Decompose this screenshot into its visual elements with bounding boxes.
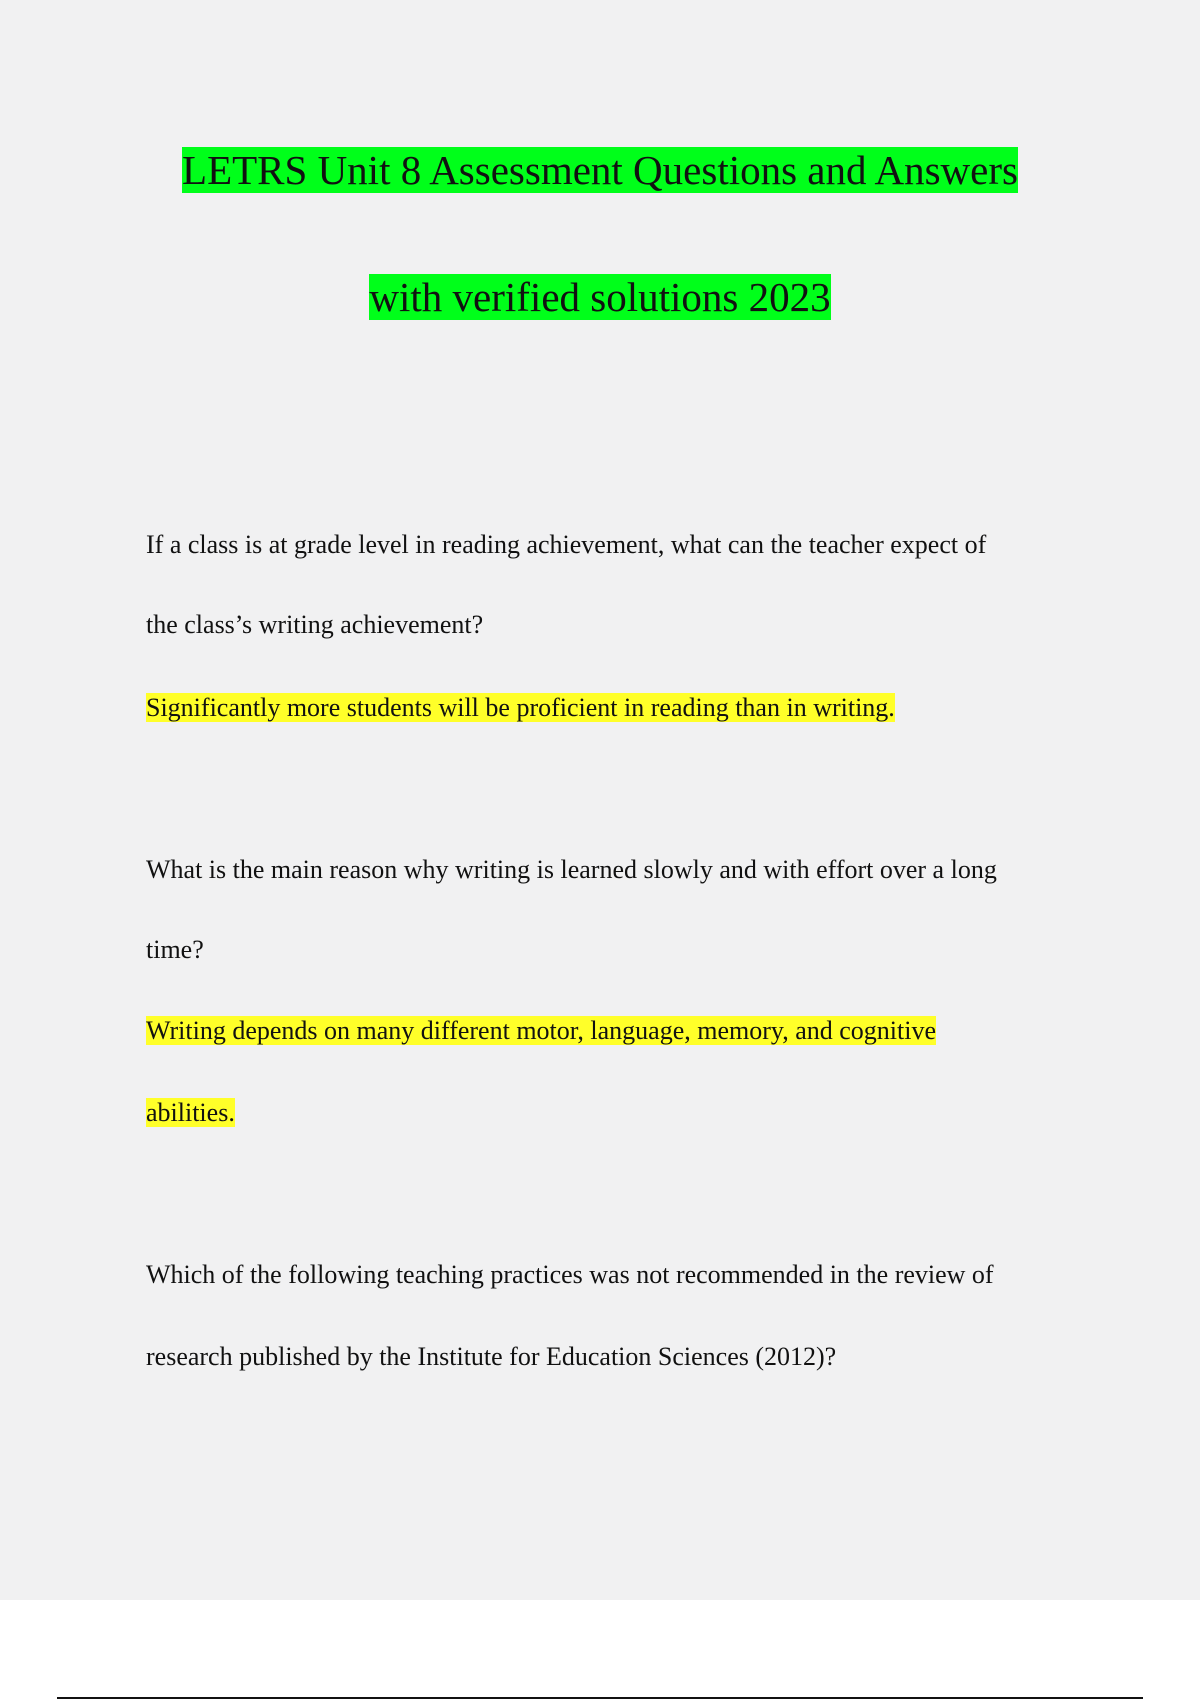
- question-1-line-1: If a class is at grade level in reading achievement, what can the teacher expect of: [146, 530, 987, 559]
- question-3-line-2: research published by the Institute for Education Sciences (2012)?: [146, 1342, 837, 1371]
- answer-2-line-1: [146, 1013, 936, 1049]
- question-1-line-2: the class’s writing achievement?: [146, 610, 484, 639]
- document-title-line-1: [0, 143, 1200, 197]
- answer-highlight: abilities.: [146, 1098, 235, 1127]
- title-highlight: LETRS Unit 8 Assessment Questions and Answers: [182, 147, 1018, 193]
- answer-2-line-2: [146, 1095, 235, 1131]
- document-title-line-2: [0, 270, 1200, 324]
- question-2-line-1: What is the main reason why writing is learned slowly and with effort over a long: [146, 855, 997, 884]
- title-highlight: with verified solutions 2023: [369, 274, 831, 320]
- answer-1-line-1: [146, 690, 895, 726]
- question-2-line-2: time?: [146, 935, 204, 964]
- footer-divider: [57, 1697, 1143, 1699]
- question-3-line-1: Which of the following teaching practices was not recommended in the review of: [146, 1260, 994, 1289]
- answer-highlight: Significantly more students will be proficient in reading than in writing.: [146, 693, 895, 722]
- answer-highlight: Writing depends on many different motor, language, memory, and cognitive: [146, 1016, 936, 1045]
